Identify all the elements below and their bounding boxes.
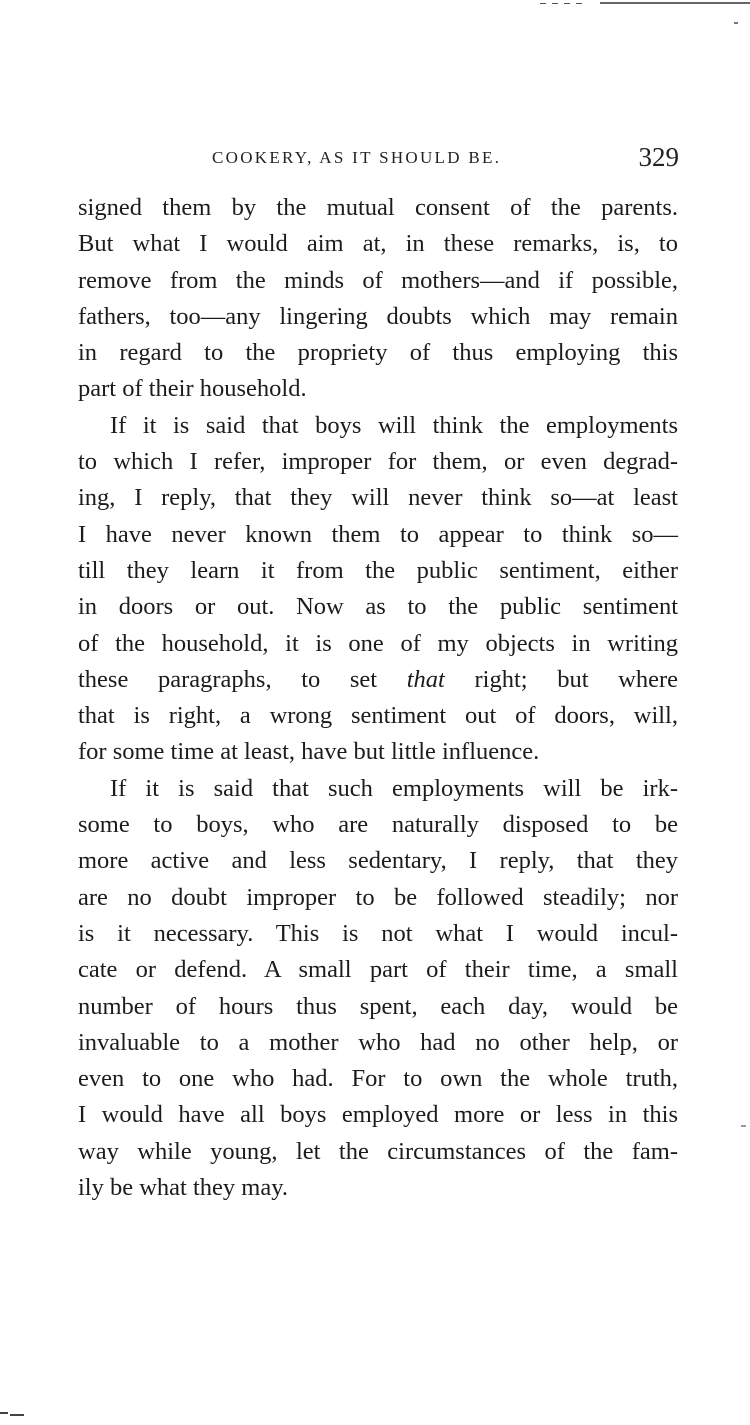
text-line: some to boys, who are naturally disposed to be bbox=[78, 811, 678, 839]
text-line: more active and less sedentary, I reply, that they bbox=[78, 847, 678, 875]
text-line: that is right, a wrong sentiment out of doors, will, bbox=[78, 702, 678, 730]
italic-word: that bbox=[406, 665, 445, 693]
text-line: cate or defend. A small part of their time, a small bbox=[78, 956, 678, 984]
running-head: COOKERY, AS IT SHOULD BE. bbox=[212, 148, 502, 167]
text-line: part of their household. bbox=[78, 375, 307, 403]
text-line: I have never known them to appear to think so— bbox=[78, 520, 678, 548]
text-line: signed them by the mutual consent of the parents. bbox=[78, 194, 678, 221]
text-line: ing, I reply, that they will never think so—at least bbox=[78, 484, 678, 512]
text-line: But what I would aim at, in these remarks, is, to bbox=[78, 230, 678, 258]
text-line: to which I refer, improper for them, or even degrad- bbox=[78, 448, 678, 476]
text-line: is it necessary. This is not what I would incul- bbox=[78, 919, 678, 947]
text-line: are no doubt improper to be followed steadily; nor bbox=[78, 883, 678, 911]
body-text bbox=[78, 190, 678, 1206]
text-line: If it is said that boys will think the employments bbox=[110, 411, 678, 439]
scan-speck bbox=[734, 22, 738, 24]
page-number: 329 bbox=[638, 142, 679, 172]
page-header bbox=[78, 142, 683, 182]
text-line: in regard to the propriety of thus employing this bbox=[78, 339, 678, 367]
text-line: If it is said that such employments will be irk- bbox=[110, 774, 678, 802]
text-line: number of hours thus spent, each day, would be bbox=[78, 992, 678, 1020]
scan-edge-mark bbox=[540, 0, 750, 8]
text-line: even to one who had. For to own the whole truth, bbox=[78, 1065, 678, 1093]
text-line: fathers, too—any lingering doubts which may remain bbox=[78, 302, 678, 330]
scan-speck bbox=[741, 1125, 746, 1127]
text-line: for some time at least, have but little influence. bbox=[78, 738, 540, 766]
text-line: in doors or out. Now as to the public sentiment bbox=[78, 593, 678, 621]
scan-edge-mark bbox=[0, 1412, 30, 1418]
text-line: these paragraphs, to set that right; but where bbox=[78, 665, 678, 693]
text-line: ily be what they may. bbox=[78, 1174, 289, 1202]
text-line: way while young, let the circumstances of the fam- bbox=[78, 1137, 678, 1165]
text-line: of the household, it is one of my objects in writing bbox=[78, 629, 678, 657]
text-line: till they learn it from the public sentiment, either bbox=[78, 556, 678, 584]
text-line: I would have all boys employed more or less in this bbox=[78, 1101, 678, 1129]
text-line: remove from the minds of mothers—and if possible, bbox=[78, 266, 678, 294]
text-line: invaluable to a mother who had no other help, or bbox=[78, 1028, 678, 1056]
